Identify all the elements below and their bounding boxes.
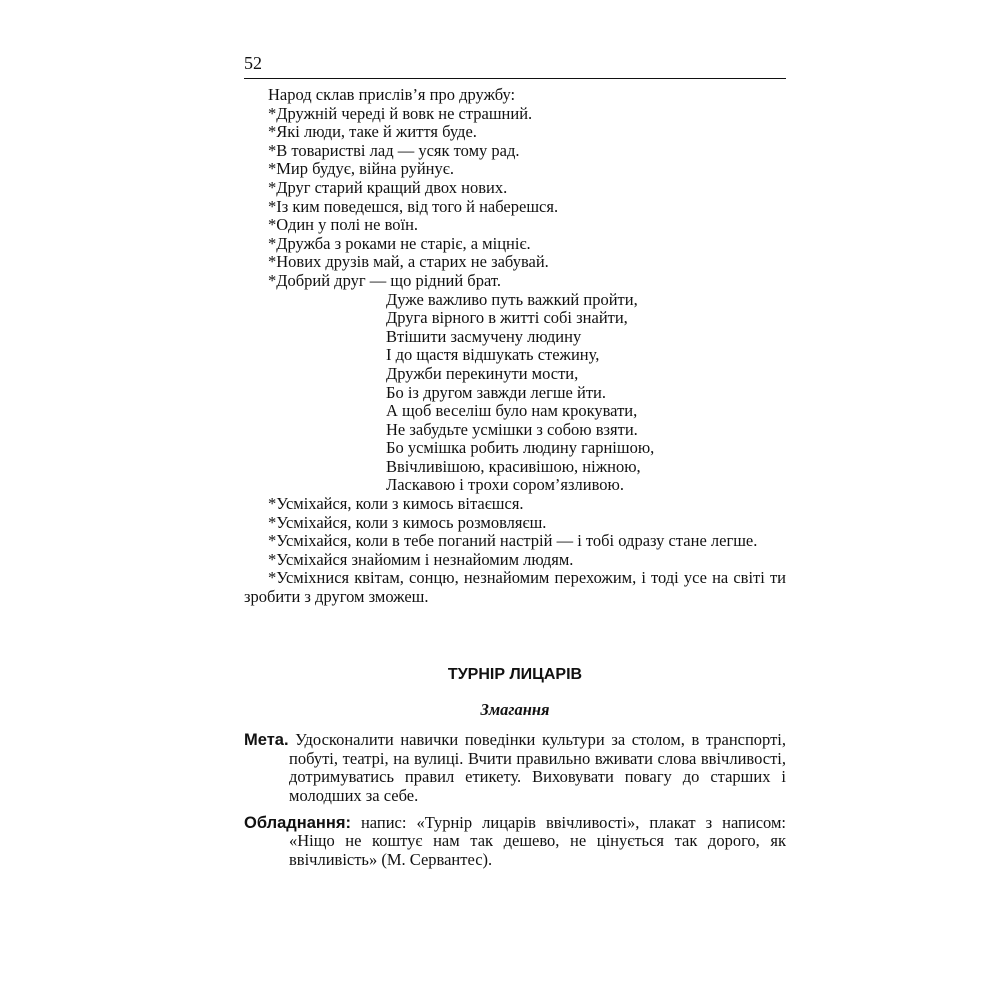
proverb-line: *Мир будує, війна руйнує. — [268, 159, 454, 179]
poem-line: Бо із другом завжди легше йти. — [386, 382, 606, 402]
smile-line: *Усміхнися квітам, сонцю, незнайомим перехожим, і тоді усе на світі ти зробити з другом зможеш. — [244, 568, 786, 607]
section-spacer — [244, 607, 786, 665]
proverbs-intro: Народ склав прислів’я про дружбу: — [268, 85, 516, 104]
proverbs-list — [244, 105, 786, 291]
section-subtitle: Змагання — [480, 699, 550, 719]
smile-line: *Усміхайся знайомим і незнайомим людям. — [268, 549, 574, 569]
goal-paragraph — [244, 731, 786, 805]
smile-line: *Усміхайся, коли в тебе поганий настрій — і тобі одразу стане легше. — [268, 531, 758, 551]
equipment-text: напис: «Турнір лицарів ввічливості», плакат з написом: «Ніщо не коштує нам так дешево, не цінується так дорого, як ввічливість» (М. Сервантес). — [289, 812, 786, 869]
poem-line: А щоб веселіш було нам крокувати, — [386, 401, 638, 421]
proverb-line: *Дружба з роками не старіє, а міцніє. — [268, 233, 531, 253]
poem-line: Друга вірного в житті собі знайти, — [386, 308, 628, 328]
proverb-line: *Які люди, таке й життя буде. — [268, 122, 477, 142]
equipment-paragraph — [244, 814, 786, 870]
poem-line: Втішити засмучену людину — [386, 326, 582, 346]
smile-line: *Усміхайся, коли з кимось розмовляєш. — [268, 512, 547, 532]
proverb-line: *Нових друзів май, а старих не забувай. — [268, 252, 549, 272]
poem-line: Бо усмішка робить людину гарнішою, — [386, 438, 655, 458]
goal-text: Удосконалити навички поведінки культури за столом, в транспорті, побуті, театрі, на вулиці. Вчити правильно вживати слова ввічливості, дотримуватись правил етикету. Виховувати повагу до старших і молодших за себе. — [289, 730, 787, 805]
proverb-line: *Дружній череді й вовк не страшний. — [268, 103, 533, 123]
proverb-line: *Добрий друг — що рідний брат. — [268, 270, 501, 290]
header-rule — [244, 78, 786, 79]
poem — [386, 291, 786, 496]
proverb-line: *Один у полі не воїн. — [268, 215, 419, 235]
section-title: ТУРНІР ЛИЦАРІВ — [447, 665, 583, 683]
proverb-line: *Друг старий кращий двох нових. — [268, 177, 508, 197]
smile-list — [244, 495, 786, 607]
poem-line: Дуже важливо путь важкий пройти, — [386, 289, 638, 309]
proverb-line: *В товаристві лад — усяк тому рад. — [268, 140, 520, 160]
poem-line: Дружби перекинути мости, — [386, 363, 579, 383]
proverb-line: *Із ким поведешся, від того й наберешся. — [268, 196, 559, 216]
page-content — [244, 86, 786, 877]
goal-label: Мета. — [244, 731, 289, 750]
poem-line: І до щастя відшукать стежину, — [386, 345, 600, 365]
poem-line: Ввічливішою, красивішою, ніжною, — [386, 456, 641, 476]
poem-line: Не забудьте усмішки з собою взяти. — [386, 419, 638, 439]
smile-line: *Усміхайся, коли з кимось вітаєшся. — [268, 494, 524, 514]
equipment-label: Обладнання: — [244, 813, 351, 832]
page-number: 52 — [244, 53, 262, 73]
poem-line: Ласкавою і трохи сором’язливою. — [386, 475, 624, 495]
